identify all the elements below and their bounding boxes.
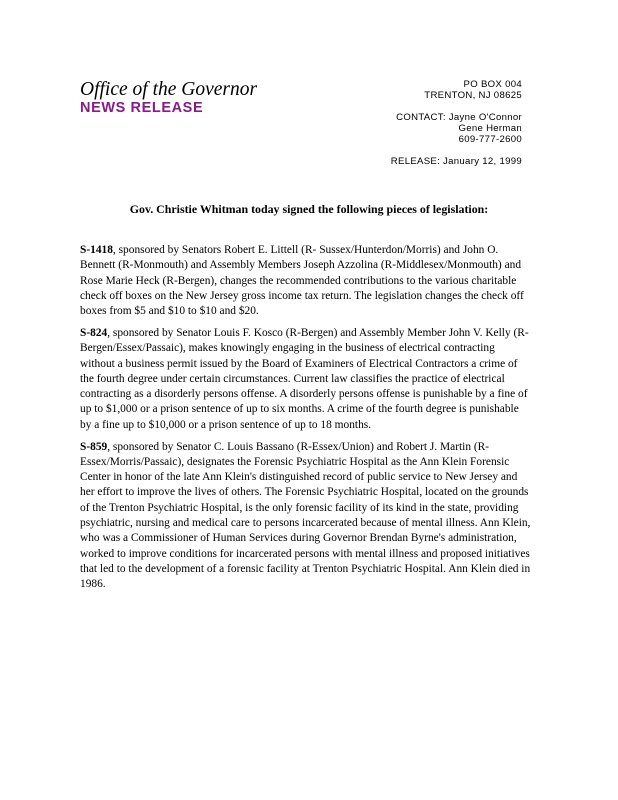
announcement-heading: Gov. Christie Whitman today signed the following pieces of legislation: bbox=[129, 202, 489, 216]
contact-phone: 609-777-2600 bbox=[458, 134, 522, 145]
bill-paragraph bbox=[80, 243, 532, 319]
bills-list bbox=[80, 243, 532, 599]
bill-id: S-1418 bbox=[80, 244, 113, 256]
address-line: PO BOX 004 bbox=[463, 79, 522, 90]
bill-id: S-824 bbox=[80, 326, 108, 339]
bill-paragraph bbox=[80, 326, 532, 433]
office-title: Office of the Governor bbox=[80, 79, 258, 100]
address-line: TRENTON, NJ 08625 bbox=[424, 90, 522, 101]
release-date: RELEASE: January 12, 1999 bbox=[390, 156, 522, 167]
news-release-label: NEWS RELEASE bbox=[80, 100, 204, 116]
bill-paragraph bbox=[80, 440, 532, 593]
bill-description: , sponsored by Senators Robert E. Littell (R- Sussex/Hunterdon/Morris) and John O. Bennett (R-Monmouth) and Assembly Members Joseph Azzolina (R-Middlesex/Monmouth) and Rose Marie Heck (R-Bergen), changes the recommended contributions to the various charitable check off boxes on the New Jersey gross income tax return. The legislation changes the check off boxes from $5 and $10 to $10 and $20. bbox=[80, 244, 524, 318]
bill-description: , sponsored by Senator C. Louis Bassano (R-Essex/Union) and Robert J. Martin (R-Essex/Morris/Passaic), designates the Forensic Psychiatric Hospital as the Ann Klein Forensic Center in honor of the late Ann Klein's distinguished record of public service to New Jersey and her effort to improve the lives of others. The Forensic Psychiatric Hospital, located on the grounds of the Trenton Psychiatric Hospital, is the only forensic facility of its kind in the state, providing psychiatric, nursing and medical care to persons incarcerated because of mental illness. Ann Klein, who was a Commissioner of Human Services during Governor Brendan Byrne's administration, worked to improve conditions for incarcerated persons with mental illness and proposed initiatives that led to the development of a forensic facility at Trenton Psychiatric Hospital. Ann Klein died in 1986. bbox=[80, 440, 531, 591]
bill-id: S-859 bbox=[80, 440, 108, 453]
contact-line: Gene Herman bbox=[458, 123, 522, 134]
bill-description: , sponsored by Senator Louis F. Kosco (R-Bergen) and Assembly Member John V. Kelly (R-Bergen/Essex/Passaic), makes knowingly engaging in the business of electrical contracting without a business permit issued by the Board of Examiners of Electrical Contractors a crime of the fourth degree under certain circumstances. Current law classifies the practice of electrical contracting as a disorderly persons offense. A disorderly persons offense is punishable by a fine of up to $1,000 or a prison sentence of up to six months. A crime of the fourth degree is punishable by a fine up to $10,000 or a prison sentence of up to 18 months. bbox=[80, 326, 529, 431]
contact-line: CONTACT: Jayne O'Connor bbox=[396, 112, 522, 123]
contact-block bbox=[391, 79, 522, 167]
